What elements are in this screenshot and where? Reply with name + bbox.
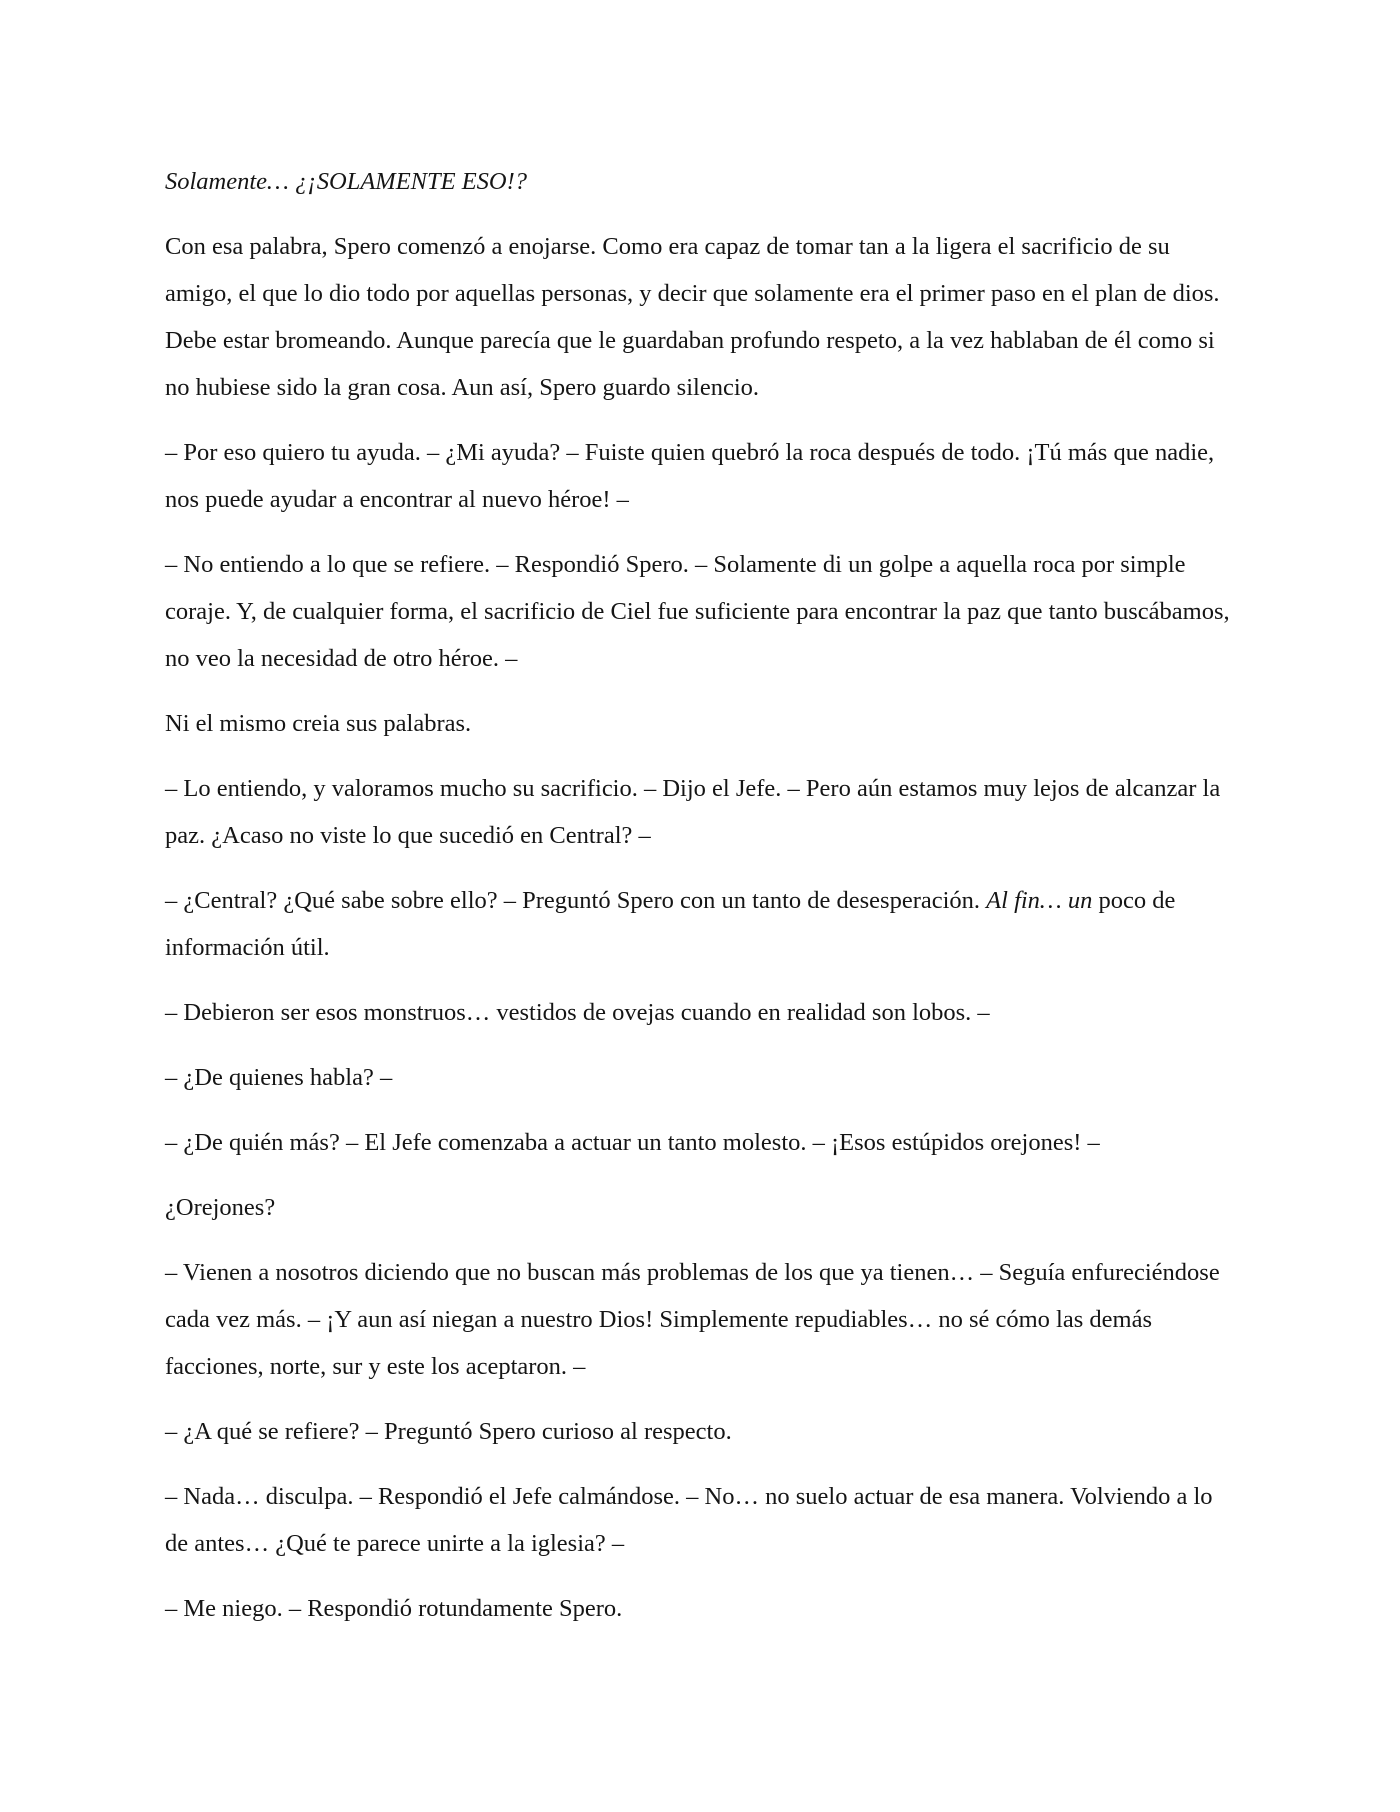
paragraph xyxy=(165,1054,1240,1101)
italic-text-segment: Al fin… un xyxy=(986,887,1093,914)
text-segment: Con esa palabra, Spero comenzó a enojarse. Como era capaz de tomar tan a la ligera el sacrificio de su amigo, el que lo dio todo por aquellas personas, y decir que solamente era el primer paso en el plan de dios. Debe estar bromeando. Aunque parecía que le guardaban profundo respeto, a la vez hablaban de él como si no hubiese sido la gran cosa. Aun así, Spero guardo silencio. xyxy=(165,233,1220,401)
paragraph xyxy=(165,429,1240,523)
text-segment: ¿Orejones? xyxy=(165,1194,276,1221)
paragraph xyxy=(165,1585,1240,1632)
text-segment: – Vienen a nosotros diciendo que no buscan más problemas de los que ya tienen… – Seguía enfureciéndose cada vez más. – ¡Y aun así niegan a nuestro Dios! Simplemente repudiables… no sé cómo las demás facciones, norte, sur y este los aceptaron. – xyxy=(165,1259,1220,1380)
text-segment: – Me niego. – Respondió rotundamente Spero. xyxy=(165,1595,623,1622)
text-segment: – Debieron ser esos monstruos… vestidos de ovejas cuando en realidad son lobos. – xyxy=(165,999,990,1026)
paragraph xyxy=(165,1184,1240,1231)
text-segment: – ¿A qué se refiere? – Preguntó Spero curioso al respecto. xyxy=(165,1418,732,1445)
paragraph xyxy=(165,765,1240,859)
paragraph xyxy=(165,223,1240,411)
text-segment: – ¿De quienes habla? – xyxy=(165,1064,393,1091)
document-body xyxy=(165,158,1240,1632)
paragraph xyxy=(165,158,1240,205)
paragraph xyxy=(165,541,1240,682)
text-segment: poco de información útil. xyxy=(165,887,1176,961)
text-segment: – Nada… disculpa. – Respondió el Jefe calmándose. – No… no suelo actuar de esa manera. Volviendo a lo de antes… ¿Qué te parece unirte a la iglesia? – xyxy=(165,1483,1213,1557)
text-segment: – ¿Central? ¿Qué sabe sobre ello? – Preguntó Spero con un tanto de desesperación. xyxy=(165,887,987,914)
paragraph xyxy=(165,1249,1240,1390)
text-segment: Ni el mismo creia sus palabras. xyxy=(165,710,472,737)
paragraph xyxy=(165,1119,1240,1166)
text-segment: – Lo entiendo, y valoramos mucho su sacrificio. – Dijo el Jefe. – Pero aún estamos muy lejos de alcanzar la paz. ¿Acaso no viste lo que sucedió en Central? – xyxy=(165,775,1221,849)
paragraph xyxy=(165,877,1240,971)
italic-text-segment: Solamente… ¿¡SOLAMENTE ESO!? xyxy=(165,168,528,195)
paragraph xyxy=(165,1473,1240,1567)
paragraph xyxy=(165,989,1240,1036)
paragraph xyxy=(165,700,1240,747)
text-segment: – ¿De quién más? – El Jefe comenzaba a actuar un tanto molesto. – ¡Esos estúpidos orejones! – xyxy=(165,1129,1100,1156)
paragraph xyxy=(165,1408,1240,1455)
text-segment: – No entiendo a lo que se refiere. – Respondió Spero. – Solamente di un golpe a aquella roca por simple coraje. Y, de cualquier forma, el sacrificio de Ciel fue suficiente para encontrar la paz que tanto buscábamos, no veo la necesidad de otro héroe. – xyxy=(165,551,1230,672)
text-segment: – Por eso quiero tu ayuda. – ¿Mi ayuda? – Fuiste quien quebró la roca después de todo. ¡Tú más que nadie, nos puede ayudar a encontrar al nuevo héroe! – xyxy=(165,439,1215,513)
